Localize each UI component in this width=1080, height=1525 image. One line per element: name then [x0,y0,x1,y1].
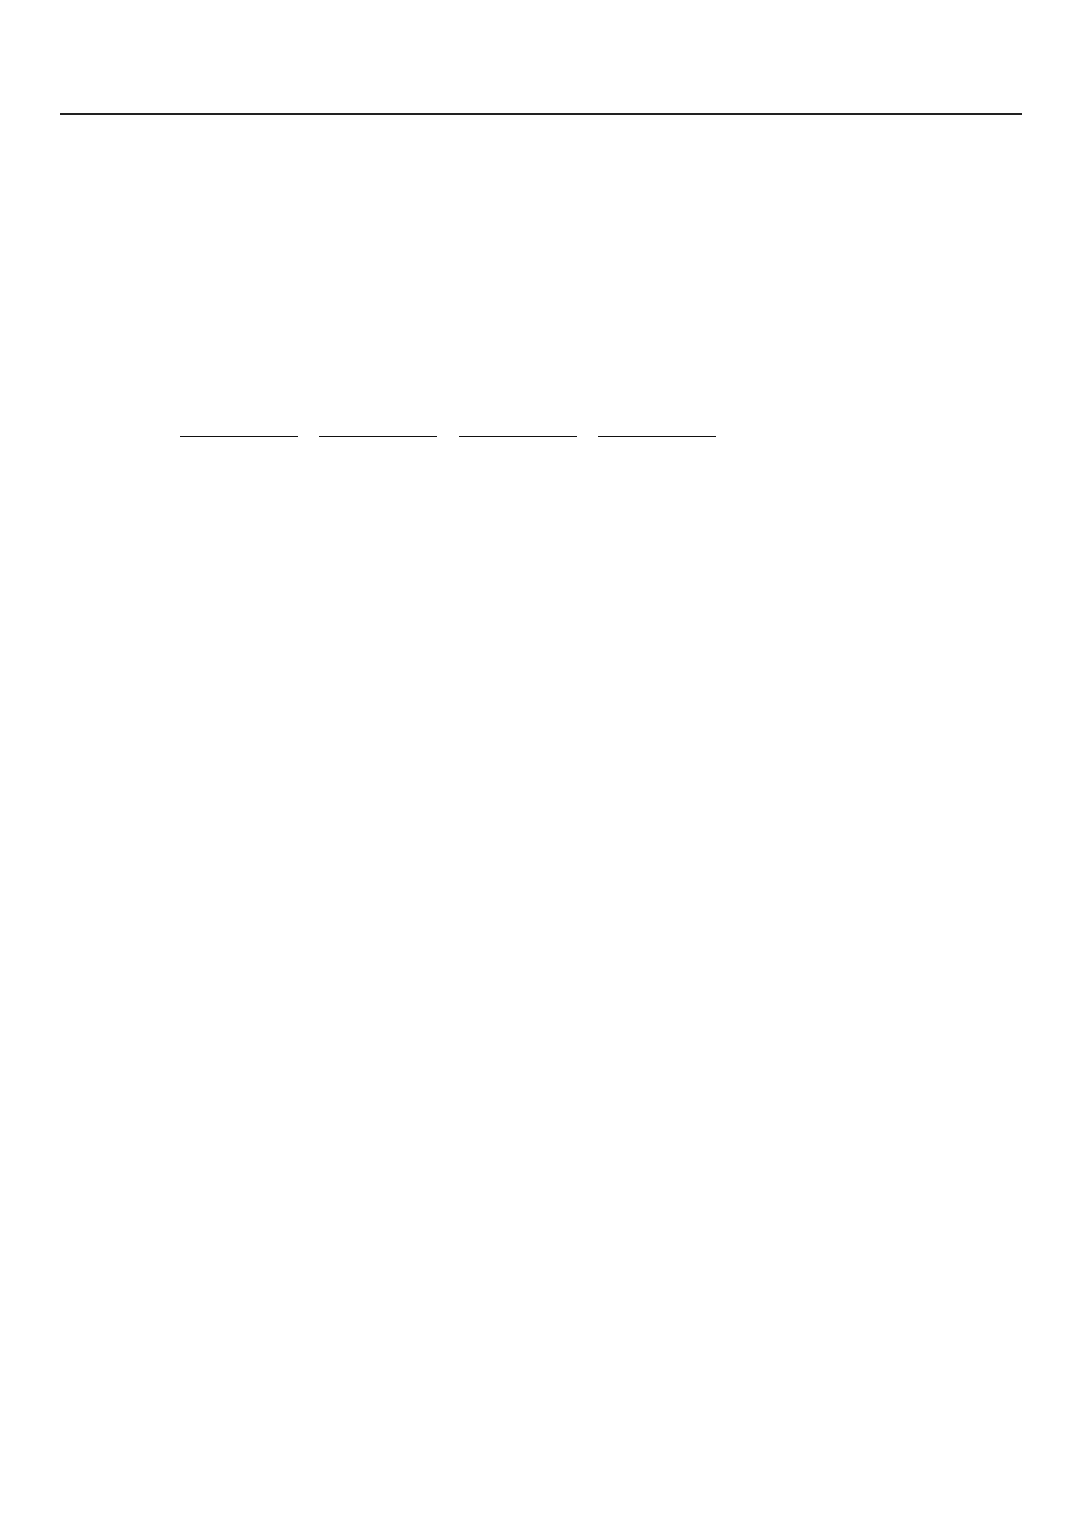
student-info-line [178,414,728,443]
student-id-field [317,414,437,443]
name-blank[interactable] [459,414,577,437]
student-id-blank[interactable] [319,414,437,437]
name-field [457,414,577,443]
top-divider [60,113,1022,115]
score-blank[interactable] [598,414,716,437]
score-field [596,414,716,443]
page-footer [0,1398,1080,1419]
class-blank[interactable] [180,414,298,437]
class-field [178,414,298,443]
